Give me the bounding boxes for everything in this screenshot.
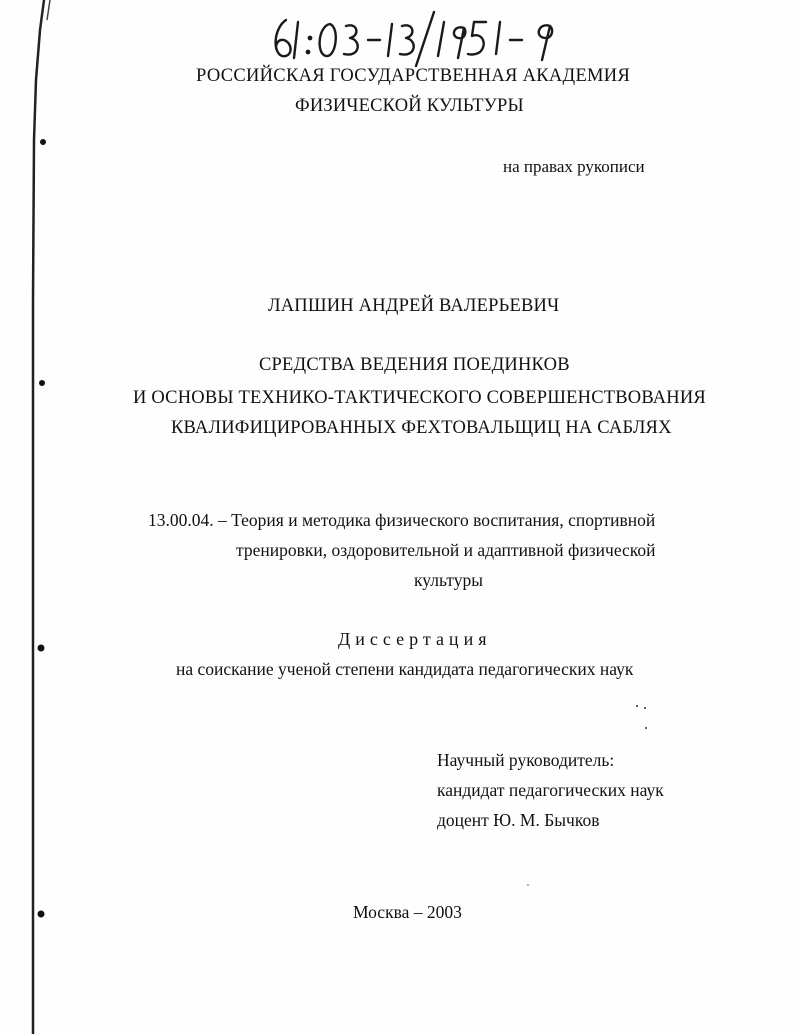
institution-name-line2: ФИЗИЧЕСКОЙ КУЛЬТУРЫ [295,96,524,116]
specialty-code-line1: 13.00.04. – Теория и методика физического воспитания, спортивной [148,510,656,530]
thesis-title-line1: СРЕДСТВА ВЕДЕНИЯ ПОЕДИНКОВ [259,355,570,375]
place-and-year: Москва – 2003 [353,902,462,922]
author-name: ЛАПШИН АНДРЕЙ ВАЛЕРЬЕВИЧ [268,296,560,316]
supervisor-name: доцент Ю. М. Бычков [437,810,600,830]
punch-hole-mark [38,645,45,652]
supervisor-degree: кандидат педагогических наук [437,780,664,800]
specialty-line2: тренировки, оздоровительной и адаптивной физической [236,540,656,560]
specialty-line3: культуры [414,570,483,590]
thesis-title-line3: КВАЛИФИЦИРОВАННЫХ ФЕХТОВАЛЬЩИЦ НА САБЛЯХ [171,418,672,438]
punch-hole-mark [38,911,45,918]
thesis-title-line2: И ОСНОВЫ ТЕХНИКО-ТАКТИЧЕСКОГО СОВЕРШЕНСТВОВАНИЯ [133,388,706,408]
supervisor-label: Научный руководитель: [437,750,615,770]
degree-line: на соискание ученой степени кандидата педагогических наук [176,659,634,679]
handwritten-catalogue-number [268,8,568,68]
manuscript-rights-note: на правах рукописи [503,157,645,176]
work-type-heading: Диссертация [338,629,492,649]
institution-name-line1: РОССИЙСКАЯ ГОСУДАРСТВЕННАЯ АКАДЕМИЯ [196,66,631,86]
punch-hole-mark [40,139,46,145]
punch-hole-mark [39,380,45,386]
